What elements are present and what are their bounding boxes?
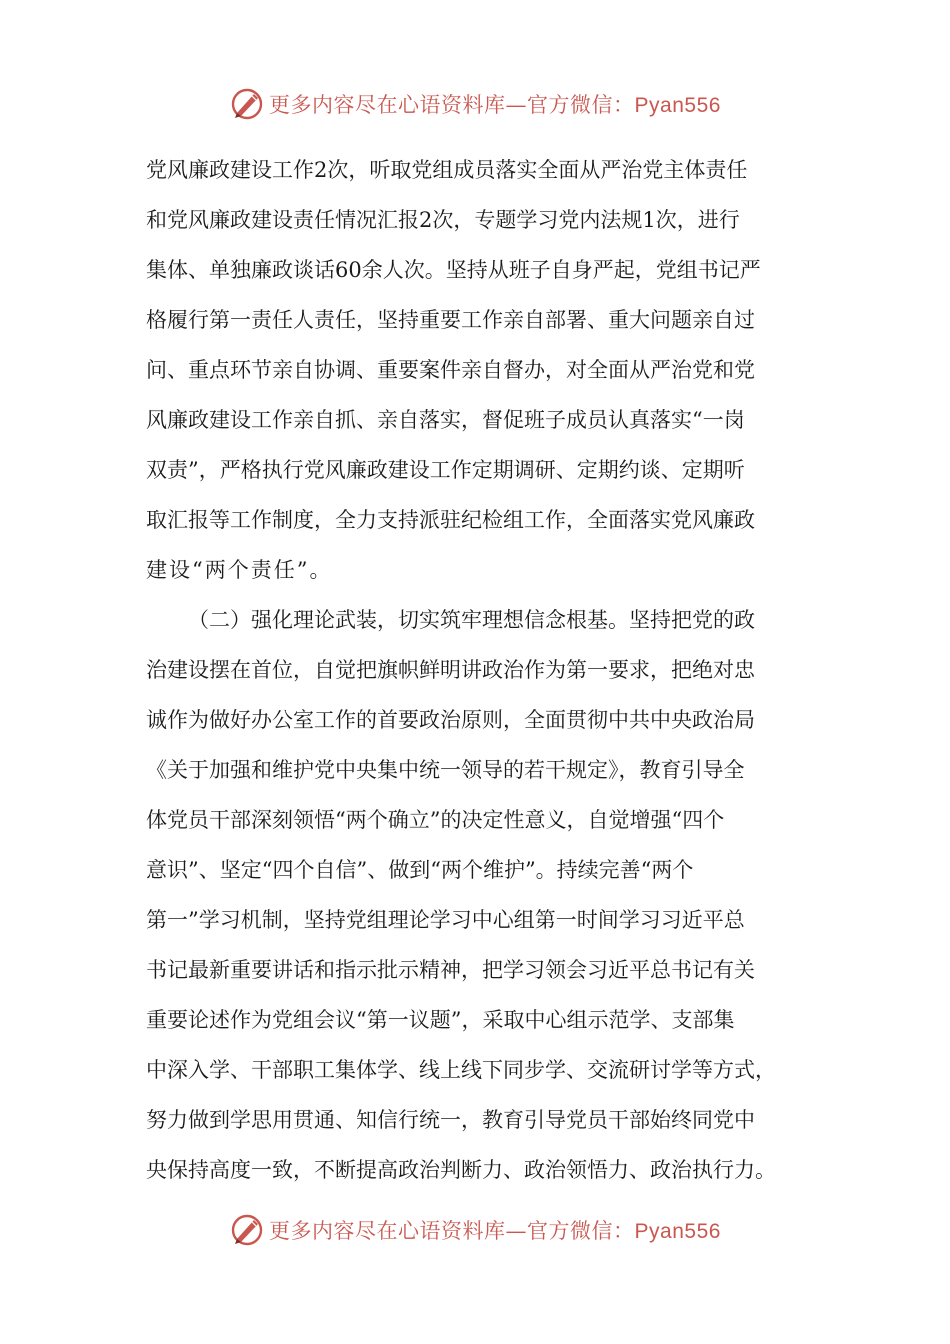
body-line: 建设“两个责任”。 [146, 558, 333, 582]
watermark-label: 官方微信： [527, 93, 635, 117]
body-line: 书记最新重要讲话和指示批示精神，把学习领会习近平总书记有关 [146, 958, 755, 982]
body-line: 党风廉政建设工作2次，听取党组成员落实全面从严治党主体责任 [146, 158, 748, 182]
watermark-text [269, 89, 721, 119]
watermark-wechat-id: Pyan556 [634, 1220, 721, 1243]
watermark-brand: 更多内容尽在心语资料库 [269, 1219, 506, 1243]
header-watermark [0, 84, 950, 124]
body-line: 重要论述作为党组会议“第一议题”，采取中心组示范学、支部集 [146, 1008, 735, 1032]
watermark-label: 官方微信： [527, 1219, 635, 1243]
body-line: 中深入学、干部职工集体学、线上线下同步学、交流研讨学等方式， [146, 1058, 776, 1082]
body-line: 格履行第一责任人责任，坚持重要工作亲自部署、重大问题亲自过 [146, 308, 755, 332]
body-line: 取汇报等工作制度，全力支持派驻纪检组工作，全面落实党风廉政 [146, 508, 755, 532]
body-line: 风廉政建设工作亲自抓、亲自落实，督促班子成员认真落实“一岗 [146, 408, 745, 432]
body-line: 问、重点环节亲自协调、重要案件亲自督办，对全面从严治党和党 [146, 358, 755, 382]
watermark-wechat-id: Pyan556 [634, 94, 721, 117]
body-line: 第一”学习机制，坚持党组理论学习中心组第一时间学习习近平总 [146, 908, 745, 932]
body-line: 诚作为做好办公室工作的首要政治原则，全面贯彻中共中央政治局 [146, 708, 755, 732]
section-heading-line: （二）强化理论武装，切实筑牢理想信念根基。坚持把党的政 [188, 608, 755, 632]
footer-watermark [0, 1210, 950, 1250]
watermark-separator: — [505, 1219, 528, 1243]
watermark-brand: 更多内容尽在心语资料库 [269, 93, 506, 117]
body-line: 体党员干部深刻领悟“两个确立”的决定性意义，自觉增强“四个 [146, 808, 725, 832]
pen-logo-icon [229, 1212, 265, 1248]
body-line: 意识”、坚定“四个自信”、做到“两个维护”。持续完善“两个 [146, 858, 694, 882]
document-body [146, 145, 808, 1195]
body-line: 《关于加强和维护党中央集中统一领导的若干规定》，教育引导全 [146, 758, 745, 782]
watermark-text [269, 1215, 721, 1245]
body-line: 和党风廉政建设责任情况汇报2次，专题学习党内法规1次，进行 [146, 208, 740, 232]
body-line: 央保持高度一致，不断提高政治判断力、政治领悟力、政治执行力。 [146, 1158, 776, 1182]
body-line: 双责”，严格执行党风廉政建设工作定期调研、定期约谈、定期听 [146, 458, 745, 482]
body-line: 治建设摆在首位，自觉把旗帜鲜明讲政治作为第一要求，把绝对忠 [146, 658, 755, 682]
pen-logo-icon [229, 86, 265, 122]
watermark-separator: — [505, 93, 528, 117]
body-line: 努力做到学思用贯通、知信行统一，教育引导党员干部始终同党中 [146, 1108, 755, 1132]
body-line: 集体、单独廉政谈话60余人次。坚持从班子自身严起，党组书记严 [146, 258, 761, 282]
